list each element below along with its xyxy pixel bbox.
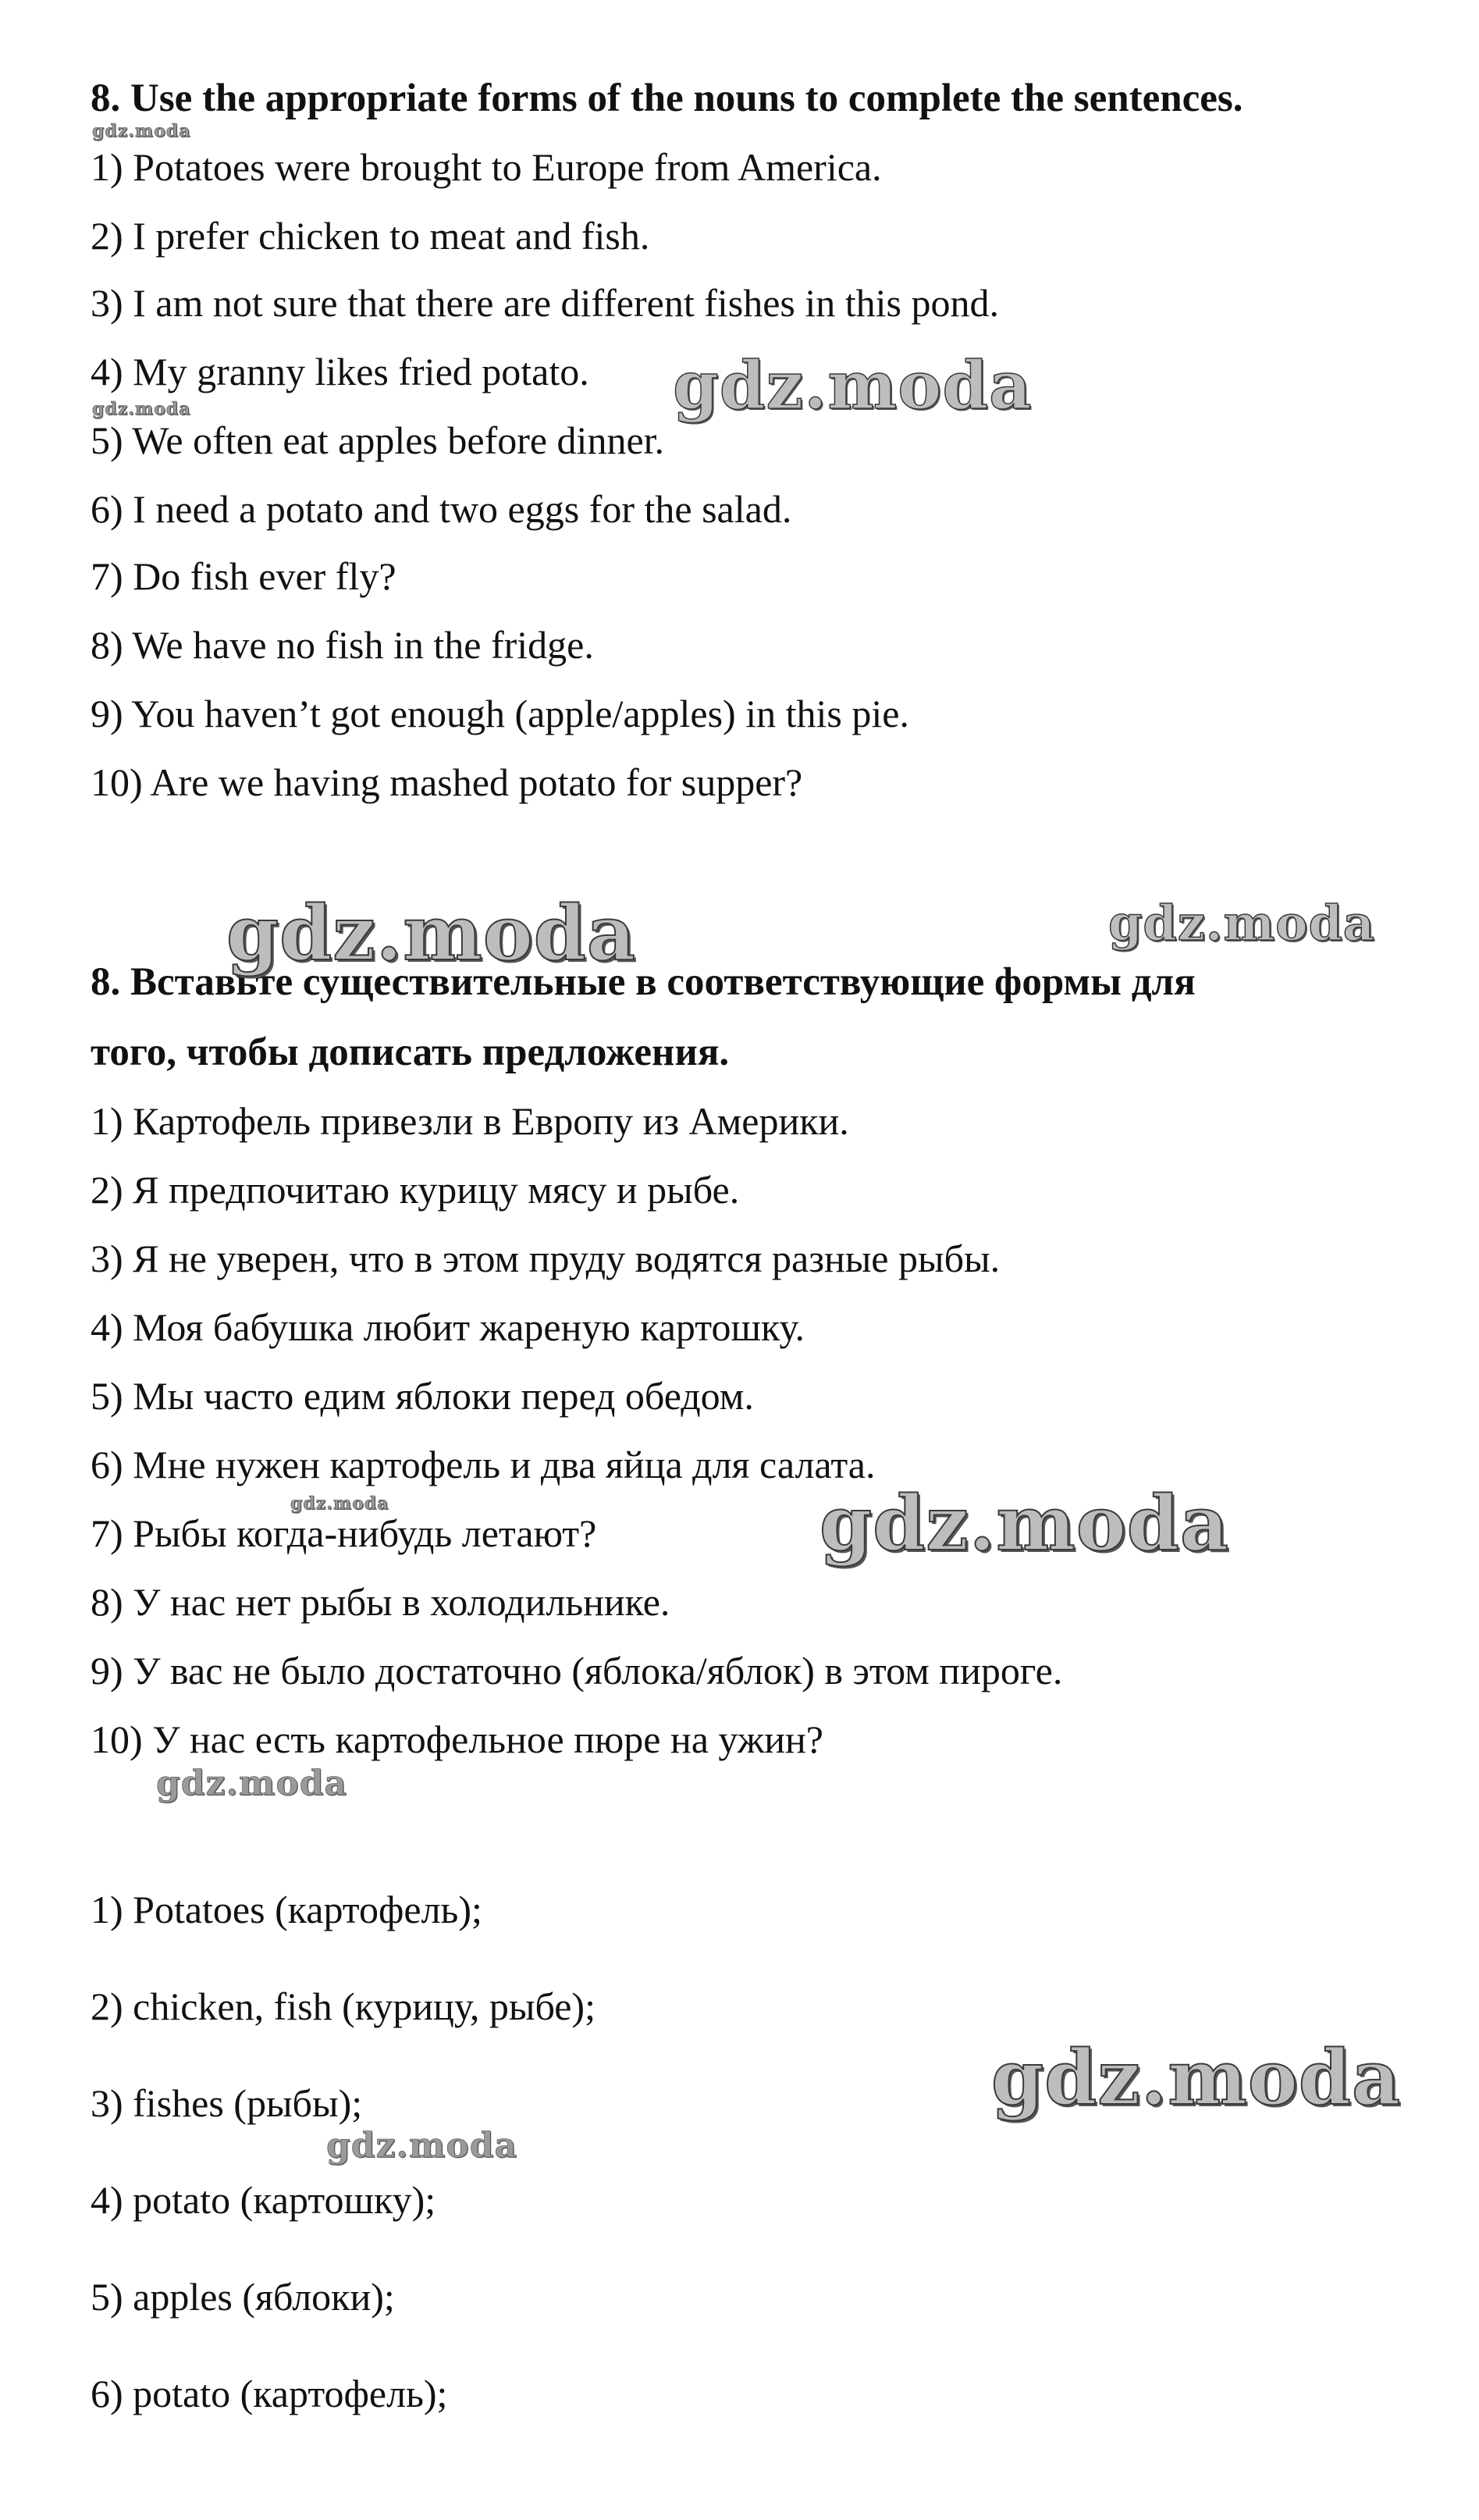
sentence-ru-2: 2) Я предпочитаю курицу мясу и рыбе.	[91, 1168, 740, 1212]
exercise-heading-ru-line1: 8. Вставьте существительные в соответствующие формы для	[91, 960, 1196, 1004]
sentence-en-2: 2) I prefer chicken to meat and fish.	[91, 214, 650, 258]
sentence-ru-9: 9) У вас не было достаточно (яблока/яблок) в этом пироге.	[91, 1649, 1063, 1692]
exercise-heading-en: 8. Use the appropriate forms of the nouns to complete the sentences.	[91, 77, 1243, 120]
answer-2: 2) chicken, fish (курицу, рыбе);	[91, 1984, 596, 2028]
answer-1: 1) Potatoes (картофель);	[91, 1888, 482, 1931]
watermark-large: gdz.moda	[226, 889, 637, 977]
watermark-small: gdz.moda	[326, 2126, 518, 2166]
watermark-small: gdz.moda	[156, 1764, 348, 1803]
sentence-en-4: 4) My granny likes fried potato.	[91, 350, 589, 393]
sentence-ru-6: 6) Мне нужен картофель и два яйца для салата.	[91, 1443, 876, 1486]
sentence-ru-5: 5) Мы часто едим яблоки перед обедом.	[91, 1374, 754, 1418]
sentence-ru-7: 7) Рыбы когда-нибудь летают?	[91, 1511, 597, 1555]
watermark-large: gdz.moda	[673, 347, 1033, 424]
watermark-small: gdz.moda	[92, 399, 191, 419]
sentence-en-6: 6) I need a potato and two eggs for the salad.	[91, 487, 792, 531]
sentence-ru-8: 8) У нас нет рыбы в холодильнике.	[91, 1580, 670, 1624]
answer-5: 5) apples (яблоки);	[91, 2275, 395, 2319]
sentence-ru-1: 1) Картофель привезли в Европу из Америки.	[91, 1099, 849, 1143]
sentence-ru-10: 10) У нас есть картофельное пюре на ужин?	[91, 1717, 823, 1761]
sentence-en-5: 5) We often eat apples before dinner.	[91, 418, 665, 462]
watermark-small: gdz.moda	[92, 121, 191, 141]
watermark-large: gdz.moda	[819, 1479, 1230, 1568]
watermark-large: gdz.moda	[1108, 895, 1375, 952]
answer-3: 3) fishes (рыбы);	[91, 2081, 363, 2125]
answer-4: 4) potato (картошку);	[91, 2178, 436, 2222]
sentence-ru-3: 3) Я не уверен, что в этом пруду водятся разные рыбы.	[91, 1237, 1001, 1280]
sentence-en-10: 10) Are we having mashed potato for supper?	[91, 760, 803, 804]
sentence-ru-4: 4) Моя бабушка любит жареную картошку.	[91, 1305, 805, 1349]
sentence-en-1: 1) Potatoes were brought to Europe from America.	[91, 145, 882, 189]
watermark-large: gdz.moda	[991, 2034, 1402, 2122]
sentence-en-7: 7) Do fish ever fly?	[91, 554, 396, 598]
sentence-en-3: 3) I am not sure that there are different fishes in this pond.	[91, 281, 1000, 325]
watermark-small: gdz.moda	[290, 1493, 389, 1514]
sentence-en-8: 8) We have no fish in the fridge.	[91, 623, 594, 667]
exercise-heading-ru-line2: того, чтобы дописать предложения.	[91, 1030, 730, 1074]
answer-6: 6) potato (картофель);	[91, 2372, 448, 2415]
sentence-en-9: 9) You haven’t got enough (apple/apples) in this pie.	[91, 692, 909, 735]
